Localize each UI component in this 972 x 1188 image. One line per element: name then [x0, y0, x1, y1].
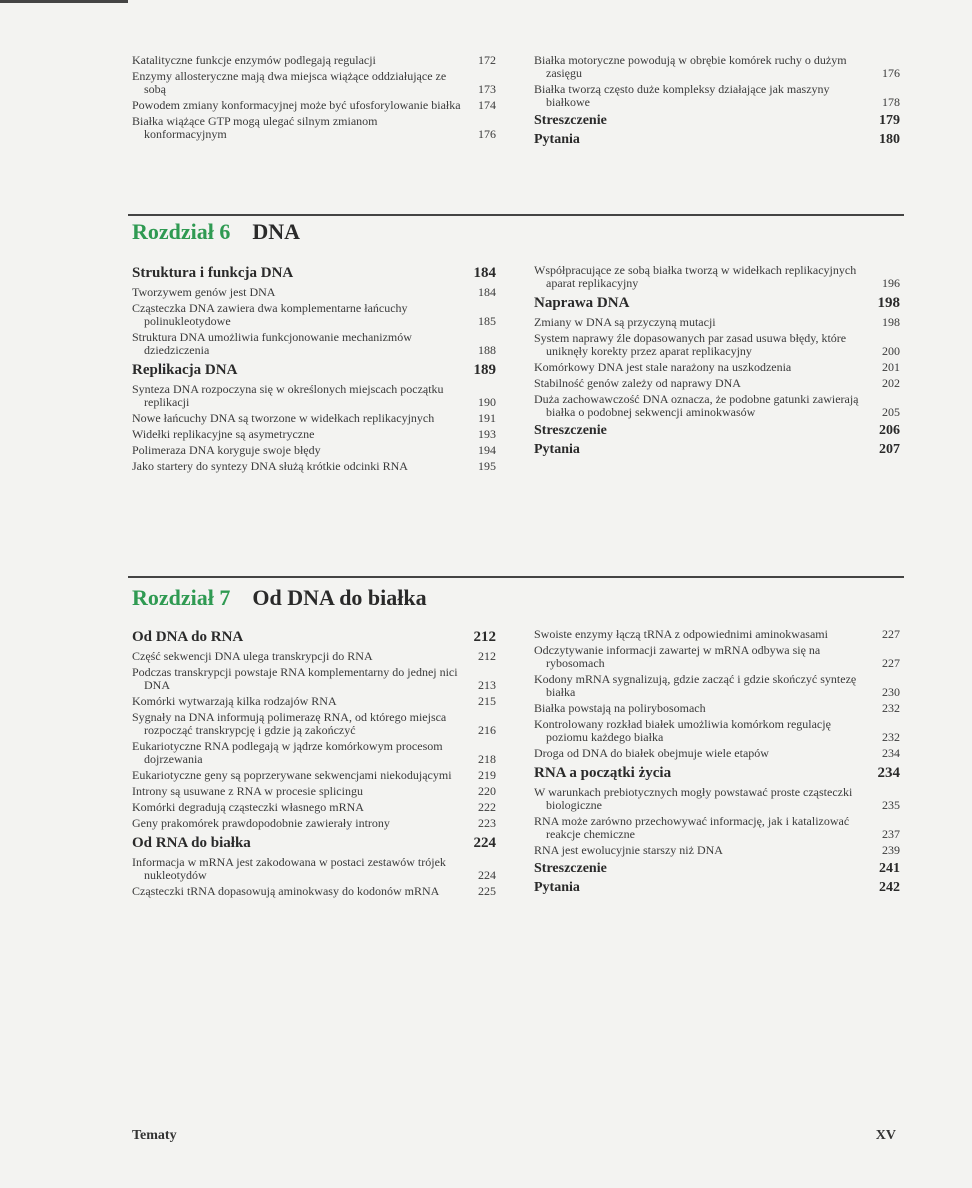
- section-title: RNA a początki życia: [534, 765, 672, 781]
- toc-entry-page: 176: [478, 127, 496, 141]
- toc-entry-page: 194: [478, 443, 496, 457]
- toc-entry: [132, 856, 496, 882]
- toc-entry-page: 174: [478, 98, 496, 112]
- toc-entry: [132, 785, 496, 798]
- chapter-6-left-column: [132, 260, 496, 476]
- toc-entry-title: Widełki replikacyjne są asymetryczne: [132, 427, 315, 441]
- toc-entry-page: 188: [478, 343, 496, 357]
- toc-summary-entry-title: Streszczenie: [534, 861, 607, 876]
- chapter-6-right-column: [534, 264, 900, 460]
- chapter-7-heading: [132, 585, 427, 611]
- toc-summary-entry: [534, 441, 900, 458]
- toc-entry: [534, 747, 900, 760]
- toc-entry-page: 193: [478, 427, 496, 441]
- toc-entry: [132, 383, 496, 409]
- toc-entry-title: Białka motoryczne powodują w obrębie komórek ruchy o dużym zasięgu: [534, 53, 847, 80]
- chapter-7-title: Od DNA do białka: [252, 585, 427, 610]
- toc-entry: [132, 801, 496, 814]
- toc-summary-entry-page: 207: [879, 442, 900, 457]
- toc-entry: [534, 361, 900, 374]
- toc-entry-page: 190: [478, 395, 496, 409]
- toc-section-heading: [534, 765, 900, 782]
- toc-summary-entry-title: Pytania: [534, 132, 580, 147]
- toc-entry: [534, 815, 900, 841]
- toc-entry: [132, 331, 496, 357]
- chapter-6-title: DNA: [252, 219, 301, 244]
- toc-entry-title: Jako startery do syntezy DNA służą krótkie odcinki RNA: [132, 459, 408, 473]
- toc-entry: [534, 786, 900, 812]
- section-title: Replikacja DNA: [132, 362, 238, 378]
- toc-entry: [132, 769, 496, 782]
- chapter-7-number: Rozdział 7: [132, 585, 231, 610]
- toc-entry: [132, 711, 496, 737]
- toc-summary-entry: [534, 879, 900, 896]
- toc-entry-page: 172: [478, 53, 496, 67]
- toc-section-heading: [132, 629, 496, 646]
- toc-entry-title: Swoiste enzymy łączą tRNA z odpowiednimi aminokwasami: [534, 627, 828, 641]
- toc-entry: [132, 412, 496, 425]
- toc-entry-title: Część sekwencji DNA ulega transkrypcji do RNA: [132, 649, 373, 663]
- toc-entry: [534, 844, 900, 857]
- section-title: Od RNA do białka: [132, 835, 251, 851]
- toc-entry-title: Duża zachowawczość DNA oznacza, że podobne gatunki zawierają białka o podobnej sekwencji aminokwasów: [534, 392, 859, 419]
- toc-entry-title: Cząsteczki tRNA dopasowują aminokwasy do kodonów mRNA: [132, 884, 440, 898]
- toc-entry: [534, 54, 900, 80]
- toc-entry-title: Tworzywem genów jest DNA: [132, 285, 276, 299]
- toc-entry: [534, 316, 900, 329]
- toc-entry: [132, 54, 496, 67]
- toc-section-heading: [132, 265, 496, 282]
- toc-entry-title: RNA może zarówno przechowywać informację, jak i katalizować reakcje chemiczne: [534, 814, 850, 841]
- toc-entry-title: Enzymy allosteryczne mają dwa miejsca wiążące oddziałujące ze sobą: [132, 69, 447, 96]
- toc-entry: [132, 695, 496, 708]
- toc-summary-entry-page: 180: [879, 132, 900, 147]
- toc-entry-title: Informacja w mRNA jest zakodowana w postaci zestawów trójek nukleotydów: [132, 855, 446, 882]
- chapter-7-left-column: [132, 624, 496, 901]
- toc-entry-page: 237: [882, 827, 900, 841]
- toc-entry: [534, 393, 900, 419]
- toc-entry-title: Katalityczne funkcje enzymów podlegają regulacji: [132, 53, 376, 67]
- chapter-6-heading: [132, 219, 300, 245]
- toc-entry: [534, 718, 900, 744]
- toc-entry-title: Polimeraza DNA koryguje swoje błędy: [132, 443, 321, 457]
- toc-entry-page: 223: [478, 816, 496, 830]
- toc-entry-page: 235: [882, 798, 900, 812]
- toc-entry: [132, 817, 496, 830]
- toc-entry: [534, 673, 900, 699]
- toc-entry-title: Introny są usuwane z RNA w procesie splicingu: [132, 784, 363, 798]
- section-title: Naprawa DNA: [534, 295, 630, 311]
- toc-entry: [534, 702, 900, 715]
- toc-entry-title: Zmiany w DNA są przyczyną mutacji: [534, 315, 716, 329]
- toc-entry-page: 232: [882, 701, 900, 715]
- toc-section-heading: [534, 295, 900, 312]
- toc-entry-title: Sygnały na DNA informują polimerazę RNA, od którego miejsca rozpocząć transkrypcję i gdzie ją zakończyć: [132, 710, 447, 737]
- toc-summary-entry-title: Pytania: [534, 880, 580, 895]
- toc-entry: [534, 644, 900, 670]
- toc-summary-entry-title: Streszczenie: [534, 113, 607, 128]
- toc-entry-page: 232: [882, 730, 900, 744]
- section-title: Od DNA do RNA: [132, 629, 244, 645]
- toc-entry: [132, 428, 496, 441]
- toc-entry-title: System naprawy źle dopasowanych par zasad usuwa błędy, które uniknęły korekty przez aparat replikacyjny: [534, 331, 847, 358]
- chapter-6-rule: [128, 214, 904, 216]
- toc-entry: [534, 628, 900, 641]
- section-page: 189: [473, 362, 496, 378]
- toc-entry-page: 220: [478, 784, 496, 798]
- toc-entry-page: 202: [882, 376, 900, 390]
- toc-summary-entry-title: Pytania: [534, 442, 580, 457]
- toc-entry-title: Geny prakomórek prawdopodobnie zawierały introny: [132, 816, 390, 830]
- toc-summary-entry: [534, 112, 900, 129]
- toc-entry-page: 176: [882, 66, 900, 80]
- toc-entry: [132, 740, 496, 766]
- toc-summary-entry-page: 242: [879, 880, 900, 895]
- toc-entry-page: 218: [478, 752, 496, 766]
- toc-entry-title: Białka powstają na polirybosomach: [534, 701, 706, 715]
- toc-entry-title: Powodem zmiany konformacyjnej może być ufosforylowanie białka: [132, 98, 461, 112]
- toc-entry-page: 178: [882, 95, 900, 109]
- toc-entry-page: 222: [478, 800, 496, 814]
- toc-entry-title: Droga od DNA do białek obejmuje wiele etapów: [534, 746, 769, 760]
- toc-entry-page: 198: [882, 315, 900, 329]
- toc-entry-page: 212: [478, 649, 496, 663]
- toc-entry-title: Podczas transkrypcji powstaje RNA komplementarny do jednej nici DNA: [132, 665, 458, 692]
- section-page: 212: [473, 629, 496, 645]
- toc-summary-entry-page: 206: [879, 423, 900, 438]
- toc-entry: [534, 264, 900, 290]
- toc-entry: [132, 885, 496, 898]
- toc-entry: [132, 99, 496, 112]
- toc-entry: [132, 70, 496, 96]
- toc-entry-page: 227: [882, 627, 900, 641]
- toc-summary-entry: [534, 422, 900, 439]
- chapter-7-right-column: [534, 628, 900, 898]
- toc-entry-title: Stabilność genów zależy od naprawy DNA: [534, 376, 741, 390]
- toc-entry: [132, 286, 496, 299]
- toc-entry-page: 216: [478, 723, 496, 737]
- chapter-6-number: Rozdział 6: [132, 219, 231, 244]
- toc-entry-title: Struktura DNA umożliwia funkcjonowanie mechanizmów dziedziczenia: [132, 330, 412, 357]
- toc-entry-title: Odczytywanie informacji zawartej w mRNA odbywa się na rybosomach: [534, 643, 821, 670]
- toc-entry-title: RNA jest ewolucyjnie starszy niż DNA: [534, 843, 723, 857]
- toc-entry-page: 191: [478, 411, 496, 425]
- toc-entry: [132, 460, 496, 473]
- section-page: 224: [473, 835, 496, 851]
- toc-entry-title: Synteza DNA rozpoczyna się w określonych miejscach początku replikacji: [132, 382, 444, 409]
- corner-rule: [0, 0, 128, 3]
- toc-top-left-column: [132, 54, 496, 144]
- toc-entry-page: 225: [478, 884, 496, 898]
- toc-top-right-column: [534, 54, 900, 150]
- toc-entry: [534, 377, 900, 390]
- toc-entry-page: 205: [882, 405, 900, 419]
- toc-entry-page: 200: [882, 344, 900, 358]
- section-page: 234: [877, 765, 900, 781]
- toc-entry-title: Nowe łańcuchy DNA są tworzone w widełkach replikacyjnych: [132, 411, 435, 425]
- toc-entry-title: Białka wiążące GTP mogą ulegać silnym zmianom konformacyjnym: [132, 114, 378, 141]
- section-page: 184: [473, 265, 496, 281]
- section-title: Struktura i funkcja DNA: [132, 265, 294, 281]
- toc-section-heading: [132, 835, 496, 852]
- footer-page-number: XV: [875, 1128, 896, 1143]
- toc-section-heading: [132, 362, 496, 379]
- toc-entry: [132, 650, 496, 663]
- toc-entry: [132, 302, 496, 328]
- toc-entry-title: Eukariotyczne geny są poprzerywane sekwencjami niekodującymi: [132, 768, 452, 782]
- toc-summary-entry-title: Streszczenie: [534, 423, 607, 438]
- toc-entry-page: 201: [882, 360, 900, 374]
- toc-entry: [534, 83, 900, 109]
- toc-entry: [132, 444, 496, 457]
- toc-entry-title: Kontrolowany rozkład białek umożliwia komórkom regulację poziomu każdego białka: [534, 717, 831, 744]
- footer-section-label: Tematy: [132, 1128, 177, 1143]
- toc-entry-page: 213: [478, 678, 496, 692]
- toc-summary-entry-page: 241: [879, 861, 900, 876]
- toc-entry-page: 184: [478, 285, 496, 299]
- toc-entry-page: 230: [882, 685, 900, 699]
- toc-entry-title: Komórki wytwarzają kilka rodzajów RNA: [132, 694, 337, 708]
- toc-summary-entry: [534, 131, 900, 148]
- toc-entry-title: Kodony mRNA sygnalizują, gdzie zacząć i gdzie skończyć syntezę białka: [534, 672, 857, 699]
- toc-entry-title: Komórki degradują cząsteczki własnego mRNA: [132, 800, 364, 814]
- toc-entry-page: 234: [882, 746, 900, 760]
- toc-entry: [534, 332, 900, 358]
- toc-entry-page: 173: [478, 82, 496, 96]
- toc-entry-title: Białka tworzą często duże kompleksy działające jak maszyny białkowe: [534, 82, 830, 109]
- toc-entry-page: 219: [478, 768, 496, 782]
- toc-entry-page: 227: [882, 656, 900, 670]
- toc-entry-title: Współpracujące ze sobą białka tworzą w widełkach replikacyjnych aparat replikacyjny: [534, 263, 857, 290]
- toc-entry-page: 185: [478, 314, 496, 328]
- toc-entry-page: 215: [478, 694, 496, 708]
- toc-entry-page: 195: [478, 459, 496, 473]
- toc-entry: [132, 115, 496, 141]
- toc-entry-title: Cząsteczka DNA zawiera dwa komplementarne łańcuchy polinukleotydowe: [132, 301, 408, 328]
- toc-entry-page: 224: [478, 868, 496, 882]
- toc-summary-entry-page: 179: [879, 113, 900, 128]
- toc-entry-title: Eukariotyczne RNA podlegają w jądrze komórkowym procesom dojrzewania: [132, 739, 443, 766]
- toc-entry-title: Komórkowy DNA jest stale narażony na uszkodzenia: [534, 360, 792, 374]
- toc-entry-page: 196: [882, 276, 900, 290]
- section-page: 198: [877, 295, 900, 311]
- toc-summary-entry: [534, 860, 900, 877]
- chapter-7-rule: [128, 576, 904, 578]
- toc-entry: [132, 666, 496, 692]
- toc-entry-title: W warunkach prebiotycznych mogły powstawać proste cząsteczki biologiczne: [534, 785, 853, 812]
- toc-entry-page: 239: [882, 843, 900, 857]
